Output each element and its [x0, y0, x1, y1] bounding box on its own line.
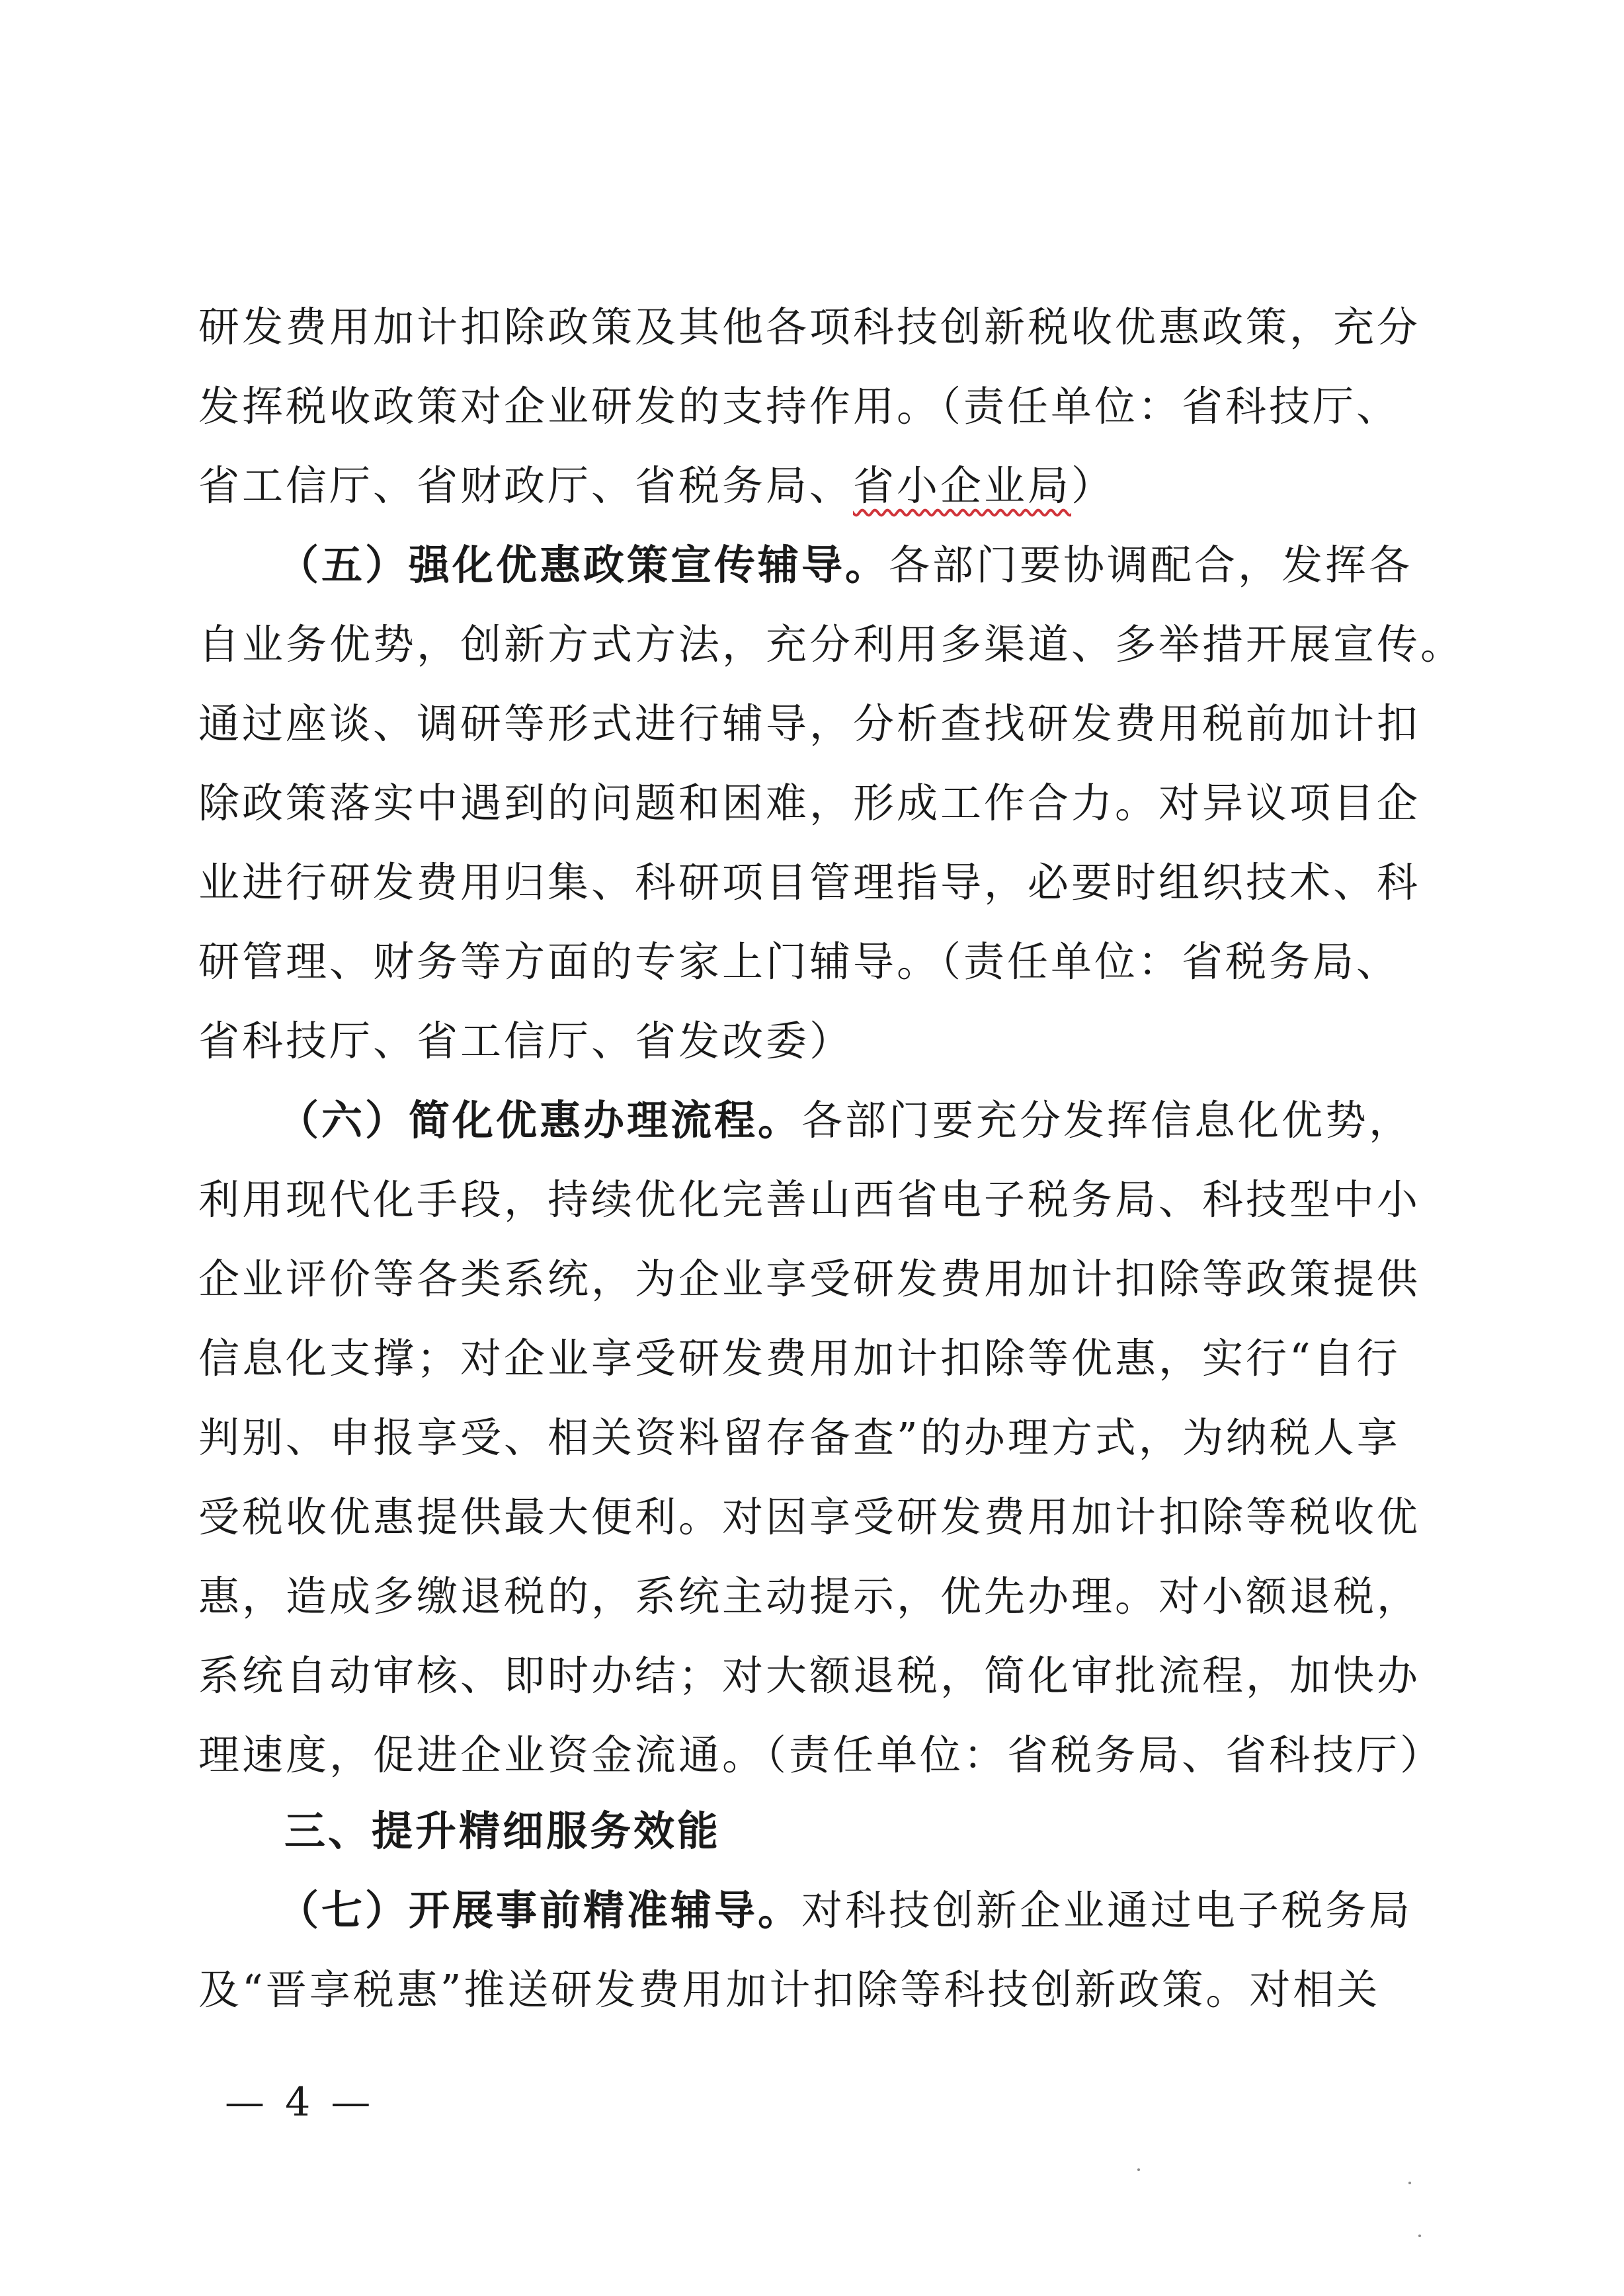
body-text: 通过座谈、调研等形式进行辅导，分析查找研发费用税前加计扣	[198, 699, 1421, 748]
subsection-title: （五）强化优惠政策宣传辅导。	[278, 541, 889, 589]
annotated-text: 省小企业局	[853, 461, 1072, 510]
body-text: 各部门要协调配合，发挥各	[889, 541, 1413, 589]
body-text: ）	[1071, 461, 1116, 510]
section-title: 三、提升精细服务效能	[284, 1807, 721, 1855]
text-line	[198, 1649, 1421, 1702]
body-text: 及“晋享税惠”推送研发费用加计扣除等科技创新政策。对相关	[198, 1965, 1381, 2014]
text-line	[198, 1173, 1421, 1226]
scan-speck	[1418, 2235, 1421, 2237]
body-text: 自业务优势，创新方式方法，充分利用多渠道、多举措开展宣传。	[198, 620, 1465, 668]
text-line	[198, 777, 1421, 830]
text-line	[198, 380, 1402, 433]
subsection-title: （六）简化优惠办理流程。	[278, 1096, 802, 1144]
body-text: 省科技厅、省工信厅、省发改委）	[198, 1017, 854, 1065]
section-heading	[284, 1805, 1488, 1858]
text-line	[198, 1963, 1402, 2016]
body-text: 信息化支撑；对企业享受研发费用加计扣除等优惠，实行“自行	[198, 1334, 1401, 1382]
body-text: 省工信厅、省财政厅、省税务局、	[198, 461, 854, 510]
body-text: 研发费用加计扣除政策及其他各项科技创新税收优惠政策，充分	[198, 303, 1421, 351]
subsection-title: （七）开展事前精准辅导。	[278, 1886, 802, 1934]
text-line	[278, 1884, 1481, 1937]
text-line	[198, 1729, 1444, 1782]
body-text: 受税收优惠提供最大便利。对因享受研发费用加计扣除等税收优	[198, 1493, 1421, 1541]
body-text: 除政策落实中遇到的问题和困难，形成工作合力。对异议项目企	[198, 779, 1421, 827]
text-line	[198, 1570, 1421, 1623]
body-text: 理速度，促进企业资金流通。（责任单位：省税务局、省科技厅）	[198, 1731, 1444, 1779]
body-text: 对科技创新企业通过电子税务局	[801, 1886, 1413, 1934]
text-line	[278, 1094, 1481, 1147]
text-line	[198, 1253, 1421, 1306]
scan-speck	[1408, 2182, 1411, 2184]
body-text: 各部门要充分发挥信息化优势，	[801, 1096, 1413, 1144]
body-text: 企业评价等各类系统，为企业享受研发费用加计扣除等政策提供	[198, 1255, 1421, 1303]
body-text: 判别、申报享受、相关资料留存备查”的办理方式，为纳税人享	[198, 1413, 1401, 1462]
text-line	[198, 935, 1402, 988]
body-text: 研管理、财务等方面的专家上门辅导。（责任单位：省税务局、	[198, 937, 1401, 986]
text-line	[198, 459, 1402, 512]
body-text: 系统自动审核、即时办结；对大额退税，简化审批流程，加快办	[198, 1651, 1421, 1700]
text-line	[198, 1411, 1402, 1464]
text-line	[198, 697, 1421, 750]
text-line	[278, 539, 1481, 592]
text-line	[198, 1332, 1402, 1385]
text-line	[198, 1015, 1402, 1068]
body-text: 业进行研发费用归集、科研项目管理指导，必要时组织技术、科	[198, 858, 1421, 906]
text-line	[198, 301, 1421, 354]
text-line	[198, 1491, 1421, 1544]
scan-speck	[1137, 2168, 1140, 2171]
body-text: 惠，造成多缴退税的，系统主动提示，优先办理。对小额退税，	[198, 1572, 1421, 1620]
text-line	[198, 856, 1421, 909]
body-text: 发挥税收政策对企业研发的支持作用。（责任单位：省科技厅、	[198, 382, 1401, 430]
page-number: — 4 —	[225, 2079, 375, 2125]
text-line	[198, 618, 1465, 671]
body-text: 利用现代化手段，持续优化完善山西省电子税务局、科技型中小	[198, 1175, 1421, 1224]
